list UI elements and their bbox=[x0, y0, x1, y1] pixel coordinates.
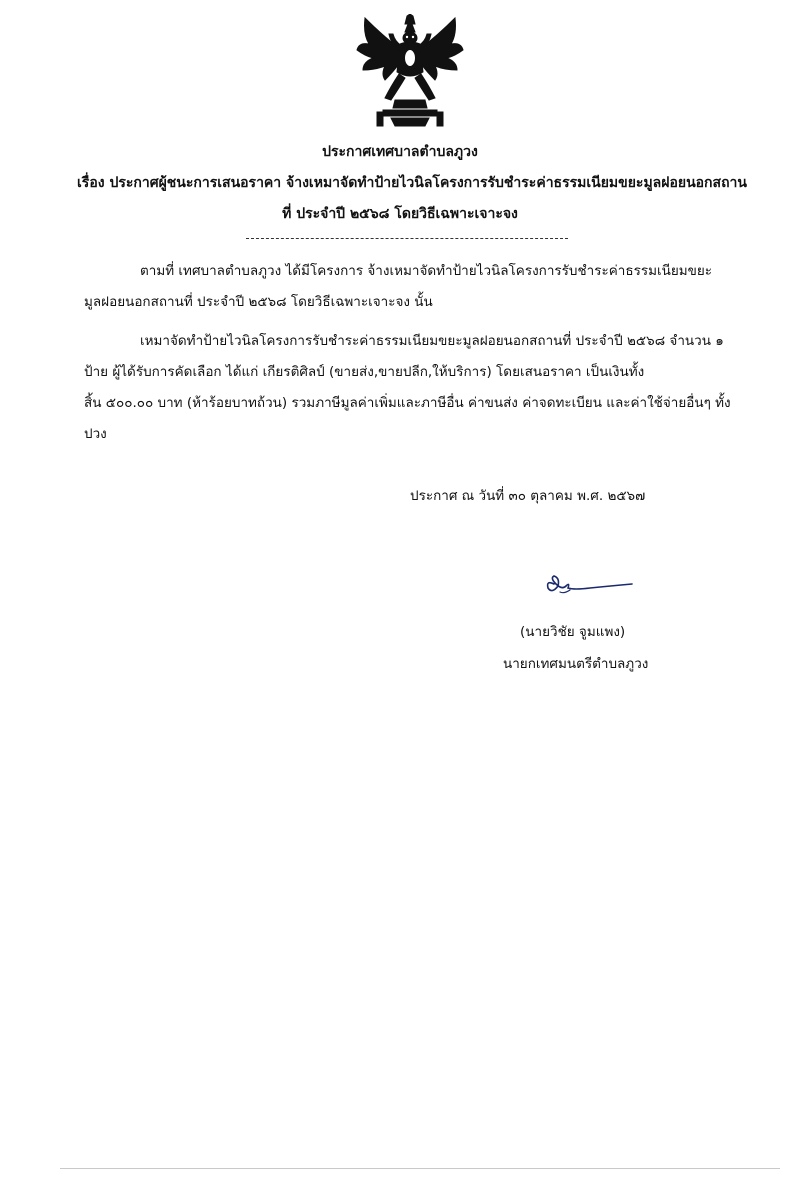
subject-line-1: เรื่อง ประกาศผู้ชนะการเสนอราคา จ้างเหมาจัดทำป้ายไวนิลโครงการรับชำระค่าธรรมเนียมขยะมูลฝอยนอกสถาน bbox=[77, 175, 747, 191]
paragraph-2-line: เหมาจัดทำป้ายไวนิลโครงการรับชำระค่าธรรมเนียมขยะมูลฝอยนอกสถานที่ ประจำปี ๒๕๖๘ จำนวน ๑ bbox=[140, 333, 724, 349]
garuda-emblem-icon bbox=[355, 14, 465, 134]
announcement-date: ประกาศ ณ วันที่ ๓๐ ตุลาคม พ.ศ. ๒๕๖๗ bbox=[410, 488, 646, 504]
paragraph-2 bbox=[84, 326, 764, 450]
paragraph-2-line: ป้าย ผู้ได้รับการคัดเลือก ได้แก่ เกียรติศิลป์ (ขายส่ง,ขายปลีก,ให้บริการ) โดยเสนอราคา เป็นเงินทั้ง bbox=[84, 364, 645, 380]
paragraph-1 bbox=[84, 256, 764, 318]
paragraph-1-line: มูลฝอยนอกสถานที่ ประจำปี ๒๕๖๘ โดยวิธีเฉพาะเจาะจง นั้น bbox=[84, 294, 433, 310]
signer-position: นายกเทศมนตรีตำบลภูวง bbox=[503, 656, 649, 672]
paragraph-2-line: ปวง bbox=[84, 426, 107, 442]
dashed-divider bbox=[246, 238, 568, 239]
signature-icon bbox=[540, 568, 640, 600]
announcement-title: ประกาศเทศบาลตำบลภูวง bbox=[322, 144, 478, 160]
signer-name: (นายวิชัย จูมแพง) bbox=[520, 624, 626, 640]
paragraph-1-line: ตามที่ เทศบาลตำบลภูวง ได้มีโครงการ จ้างเหมาจัดทำป้ายไวนิลโครงการรับชำระค่าธรรมเนียมขยะ bbox=[140, 263, 713, 279]
scan-bottom-edge bbox=[60, 1168, 780, 1169]
paragraph-2-line: สิ้น ๕๐๐.๐๐ บาท (ห้าร้อยบาทถ้วน) รวมภาษีมูลค่าเพิ่มและภาษีอื่น ค่าขนส่ง ค่าจดทะเบียน และค่าใช้จ่ายอื่นๆ ทั้ง bbox=[84, 395, 731, 411]
subject-line-2: ที่ ประจำปี ๒๕๖๘ โดยวิธีเฉพาะเจาะจง bbox=[282, 206, 518, 222]
